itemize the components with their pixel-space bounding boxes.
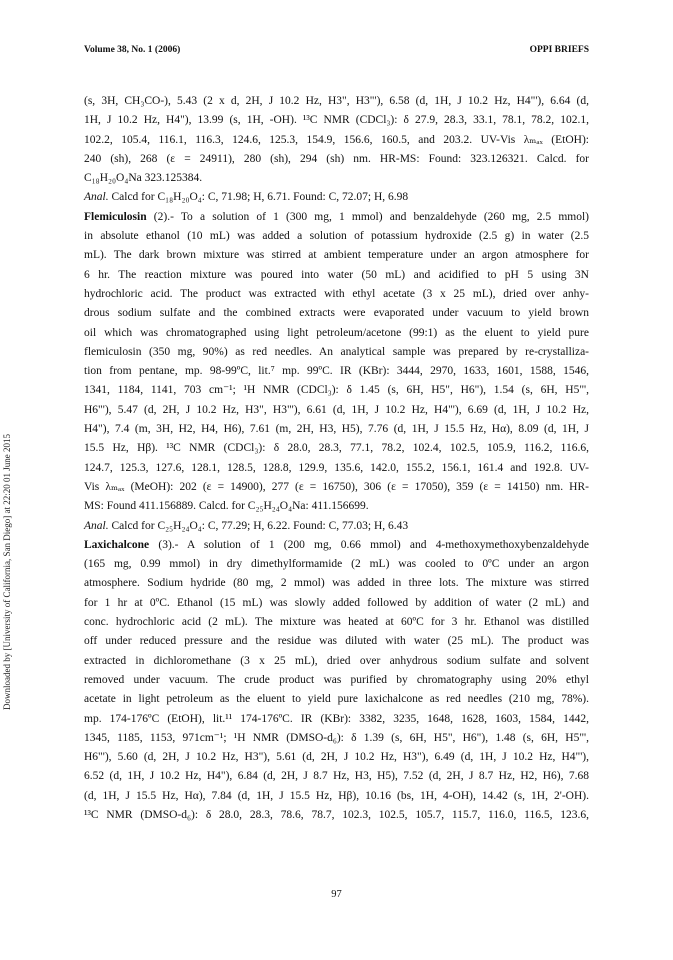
text-line: in absolute ethanol (10 mL) was added a solution of potassium hydroxide (2.5 g) in water (2.5 [84, 230, 589, 243]
text-line: 6 hr. The reaction mixture was poured into water (50 mL) and acidified to pH 5 using 3N [84, 268, 589, 281]
text-line: drous sodium sulfate and the combined extracts were evaporated under vacuum to yield brown [84, 307, 589, 320]
text-line: mL). The dark brown mixture was stirred at ambient temperature under an argon atmosphere for [84, 249, 589, 262]
text-line: 6.52 (d, 1H, J 10.2 Hz, H4"), 6.84 (d, 2H, J 8.7 Hz, H3, H5), 7.52 (d, 2H, J 8.7 Hz, H2, H6), 7.68 [84, 770, 589, 783]
text-line: 1341, 1184, 1141, 703 cm⁻¹; ¹H NMR (CDCl₃): δ 1.45 (s, 6H, H5", H6"), 1.54 (s, 6H, H5"', [84, 384, 589, 397]
download-watermark [2, 190, 16, 710]
procedure-text: (3).- A solution of 1 (200 mg, 0.66 mmol) and 4-methoxymethoxybenzaldehyde [158, 538, 590, 551]
text-line: 1H, J 10.2 Hz, H4"), 13.99 (s, 1H, -OH). ¹³C NMR (CDCl₃): δ 27.9, 28.3, 33.1, 78.1, 78.2, 102.1, [84, 114, 589, 127]
text-line: (d, 1H, J 15.5 Hz, Hα), 7.84 (d, 1H, J 15.5 Hz, Hβ), 10.16 (bs, 1H, 4-OH), 14.42 (s, 1H, 2'-OH). [84, 789, 589, 802]
journal-volume: Volume 38, No. 1 (2006) [84, 45, 181, 55]
running-header [84, 45, 589, 61]
procedure-text: (2).- To a solution of 1 (300 mg, 1 mmol) and benzaldehyde (260 mg, 2.5 mmol) [153, 210, 589, 223]
paragraph-laxichalcone [84, 536, 589, 825]
text-line: (s, 3H, CH₃CO-), 5.43 (2 x d, 2H, J 10.2 Hz, H3", H3"'), 6.58 (d, 1H, J 10.2 Hz, H4"'), 6.64 (d, [84, 95, 589, 107]
text-line: oil which was chromatographed using light petroleum/acetone (99:1) as the eluent to yield pure [84, 326, 589, 339]
paragraph-compound-1-data [84, 92, 589, 208]
compound-name: Flemiculosin [84, 210, 147, 223]
text-line: ¹³C NMR (DMSO-d₆): δ 28.0, 28.3, 78.6, 78.7, 102.3, 102.5, 105.7, 115.7, 116.0, 116.5, 123.6, [84, 808, 589, 821]
text-line: extracted in dichloromethane (3 x 25 mL), dried over anhydrous sodium sulfate and solvent [84, 654, 589, 667]
elemental-analysis: Calcd for C₁₈H₂₀O₄: C, 71.98; H, 6.71. Found: C, 72.07; H, 6.98 [111, 191, 409, 204]
text-line: flemiculosin (350 mg, 90%) as red needles. An analytical sample was prepared by re-crystalliza- [84, 345, 589, 358]
text-line [84, 536, 589, 555]
text-line: atmosphere. Sodium hydride (80 mg, 2 mmol) was added in three lots. The mixture was stirred [84, 577, 589, 590]
text-line: hydrochloric acid. The product was extracted with ethyl acetate (3 x 25 mL), dried over anhy- [84, 287, 589, 300]
text-line: removed under vacuum. The crude product was purified by chromatography using 20% ethyl [84, 673, 589, 686]
text-line: (165 mg, 0.99 mmol) in dry dimethylformamide (2 mL) was cooled to 0ºC under an argon [84, 558, 589, 571]
anal-label: Anal. [84, 191, 109, 204]
text-line: off under reduced pressure and the residue was diluted with water (25 mL). The product was [84, 635, 589, 648]
text-line: MS: Found 411.156889. Calcd. for C₂₅H₂₄O₄Na: 411.156699. [84, 500, 369, 513]
compound-name: Laxichalcone [84, 538, 150, 551]
text-line: for 1 hr at 0ºC. Ethanol (15 mL) was slowly added followed by addition of water (2 mL) and [84, 596, 589, 609]
text-line: Vis λₘₐₓ (MeOH): 202 (ε = 14900), 277 (ε = 16750), 306 (ε = 17050), 359 (ε = 14150) nm. HR- [84, 480, 589, 493]
text-line: mp. 174-176ºC (EtOH), lit.¹¹ 174-176ºC. IR (KBr): 3382, 3235, 1648, 1628, 1603, 1584, 1442, [84, 712, 589, 725]
page-number: 97 [331, 889, 342, 900]
text-line: C₁₈H₂₀O₄Na 323.125384. [84, 172, 203, 185]
text-line: H4"), 7.4 (m, 3H, H2, H4, H6), 7.61 (m, 2H, H3, H5), 7.76 (d, 1H, J 15.5 Hz, Hα), 8.09 (d, 1H, J [84, 423, 589, 436]
text-line: tion from pentane, mp. 98-99ºC, lit.⁷ mp. 99ºC. IR (KBr): 3444, 2970, 1633, 1601, 1588, 1546, [84, 365, 589, 378]
article-body [84, 92, 589, 825]
section-title: OPPI BRIEFS [529, 45, 589, 55]
text-line: 15.5 Hz, Hβ). ¹³C NMR (CDCl₃): δ 28.0, 28.3, 77.1, 78.2, 102.4, 102.5, 105.9, 116.2, 116.6, [84, 442, 589, 455]
text-line: acetate in light petroleum as the eluent to yield pure laxichalcone as red needles (210 mg, 78%). [84, 693, 589, 706]
text-line: H6"'), 5.60 (d, 2H, J 10.2 Hz, H3"), 5.61 (d, 2H, J 10.2 Hz, H3"), 6.49 (d, 1H, J 10.2 Hz, H4"'), [84, 751, 589, 764]
text-line: 102.2, 105.4, 116.1, 116.3, 124.6, 125.3, 154.9, 156.6, 160.5, and 203.2. UV-Vis λₘₐₓ (EtOH): [84, 133, 589, 146]
text-line [84, 517, 589, 536]
text-line: 240 (sh), 268 (ε = 24911), 280 (sh), 294 (sh) nm. HR-MS: Found: 323.126321. Calcd. for [84, 152, 589, 165]
paragraph-flemiculosin [84, 208, 589, 536]
text-line: H6"'), 5.47 (d, 2H, J 10.2 Hz, H3", H3"'), 6.61 (d, 1H, J 10.2 Hz, H4"'), 6.69 (d, 1H, J 10.2 Hz, [84, 403, 589, 416]
text-line: 1345, 1185, 1153, 971cm⁻¹; ¹H NMR (DMSO-d₆): δ 1.39 (s, 6H, H5", H6"), 1.48 (s, 6H, H5"', [84, 731, 589, 744]
text-line: 124.7, 125.3, 127.6, 128.1, 128.5, 128.8, 129.9, 135.6, 142.0, 155.2, 156.1, 161.4 and 192.8. UV- [84, 461, 589, 474]
text-line [84, 188, 589, 207]
download-notice: Downloaded by [University of California, San Diego] at 22:20 01 June 2015 [2, 434, 12, 710]
anal-label: Anal. [84, 519, 109, 532]
elemental-analysis: Calcd for C₂₅H₂₄O₄: C, 77.29; H, 6.22. Found: C, 77.03; H, 6.43 [111, 519, 409, 532]
text-line [84, 208, 589, 227]
text-line: conc. hydrochloric acid (2 mL). The mixture was heated at 60ºC for 3 hr. Ethanol was distilled [84, 616, 589, 629]
